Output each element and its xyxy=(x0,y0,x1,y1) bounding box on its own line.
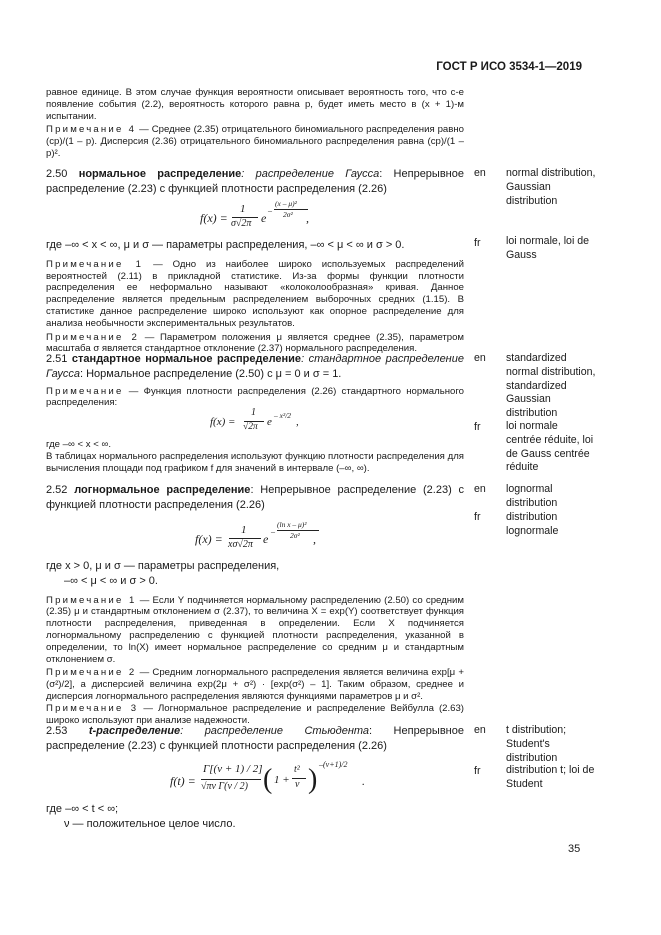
entry-2-52-definition: 2.52 логнормальное распределение: Непрерывное распределение (2.23) с функцией плотности распределения (2.26) xyxy=(46,484,465,511)
note-label: Примечание 4 xyxy=(46,124,137,136)
formula-2-52: f(x) = 1 xσ√2π e – (ln x – μ)² 2σ² , xyxy=(195,517,335,557)
entry-2-51-definition: 2.51 стандартное нормальное распределение: стандартное распределение Гаусса: Нормальное распределение (2.50) с μ = 0 и σ = 1. xyxy=(46,353,464,380)
entry-2-52-where-2: –∞ < μ < ∞ и σ > 0. xyxy=(64,574,158,587)
term: t-распределение xyxy=(88,725,181,737)
formula-2-53: f(t) = Γ[(ν + 1) / 2] √πν Γ(ν / 2) ( 1 + t² ν ) –(ν+1)/2 . xyxy=(170,760,365,795)
entry-2-51 xyxy=(46,352,464,409)
entry-2-53-where-1: где –∞ < t < ∞; xyxy=(46,803,119,815)
entry-2-52-note-2: Примечание 2 — Средним логнормального распределения является величина exp[μ + (σ²)/2], а дисперсией величина exp(2μ + σ²) · [exp(σ²) – 1]. Таким образом, среднее и дисперсия логнормального распределения являются функциями параметров μ и σ². xyxy=(46,667,464,702)
intro-text: равное единице. В этом случае функция вероятности описывает вероятность того, что c-е появление события (2.2), вероятность которого равна p, будет иметь место в (x + 1)-м испытании. xyxy=(46,87,464,122)
term: стандартное нормальное распределение xyxy=(71,353,302,365)
entry-2-50-where: где –∞ < x < ∞, μ и σ — параметры распределения, –∞ < μ < ∞ и σ > 0. xyxy=(46,239,405,251)
entry-2-50-note-2: Примечание 2 — Параметром положения μ является среднее (2.35), параметром масштаба σ является стандартное отклонение (2.37) нормального распределения. xyxy=(46,331,464,355)
entry-2-50 xyxy=(46,167,464,197)
synonym: распределение Стьюдента xyxy=(204,725,370,737)
document-header: ГОСТ Р ИСО 3534-1—2019 xyxy=(436,61,582,73)
entry-2-52-note-3: Примечание 3 — Логнормальное распределение и распределение Вейбулла (2.63) широко используют при анализе надежности. xyxy=(46,702,465,726)
entry-2-53-where-2: ν — положительное целое число. xyxy=(64,817,236,830)
entry-2-52-note-1: Примечание 1 — Если Y подчиняется нормальному распределению (2.50) со средним (2.35) μ и стандартным отклонением σ (2.37), то величина X = exp(Y) соответствует функция плотности распределения, приведенная в определении. Если X подчиняется логнормальному распределению с функцией плотности распределения, указанной в определении, то ln(X) имеет нормальное распределение со средним μ и стандартным отклонением σ. xyxy=(46,594,465,665)
entry-2-50-note-1: Примечание 1 — Одно из наиболее широко используемых распределений вероятностей (2.11) в прикладной статистике. Из-за формы функции плотности распределения ее неформально называют «колоколообразная» кривая. Данное распределение является предельным распределением выборочных средних (1.15). В статистике данное распределение широко используют как опорное распределение для анализа необычности экспериментальных результатов. xyxy=(46,258,465,329)
entry-2-51-note: Примечание — Функция плотности распределения (2.26) стандартного нормального распределения: xyxy=(46,385,464,409)
entry-2-52-where-1: где x > 0, μ и σ — параметры распределения, xyxy=(46,560,280,572)
synonym: стандартное распределение Гаусса xyxy=(46,353,464,380)
formula-2-51: f(x) = 1 √2π e – x²/2 , xyxy=(210,407,299,432)
entry-2-53-definition: 2.53 t-распределение: распределение Стьюдента: Непрерывное распределение (2.23) с функцией плотности распределения (2.26) xyxy=(46,725,464,752)
intro-block xyxy=(46,87,464,160)
entry-2-51-where: где –∞ < x < ∞. xyxy=(46,439,112,450)
entry-2-53 xyxy=(46,724,464,754)
formula-2-50: f(x) = 1 σ√2π e – (x – μ)² 2σ² , xyxy=(200,199,309,229)
page-number: 35 xyxy=(568,843,581,855)
entry-2-50-definition: 2.50 нормальное распределение: распределение Гаусса: Непрерывное распределение (2.23) с функцией плотности распределения (2.26) xyxy=(46,168,464,195)
term: нормальное распределение xyxy=(78,168,242,180)
entry-2-51-tables: В таблицах нормального распределения используют функцию плотности распределения для вычисления площади под графиком f для значений в интервале (–∞, ∞). xyxy=(46,450,464,474)
entry-2-52 xyxy=(46,483,464,513)
term: логнормальное распределение xyxy=(74,484,251,496)
intro-note-4: Примечание 4 — Среднее (2.35) отрицательного биномиального распределения равно (cp)/(1 – p). Дисперсия (2.36) отрицательного биномиального распределения равна (cp)/(1 – p)². xyxy=(46,124,464,159)
synonym: распределение Гаусса xyxy=(255,168,380,180)
